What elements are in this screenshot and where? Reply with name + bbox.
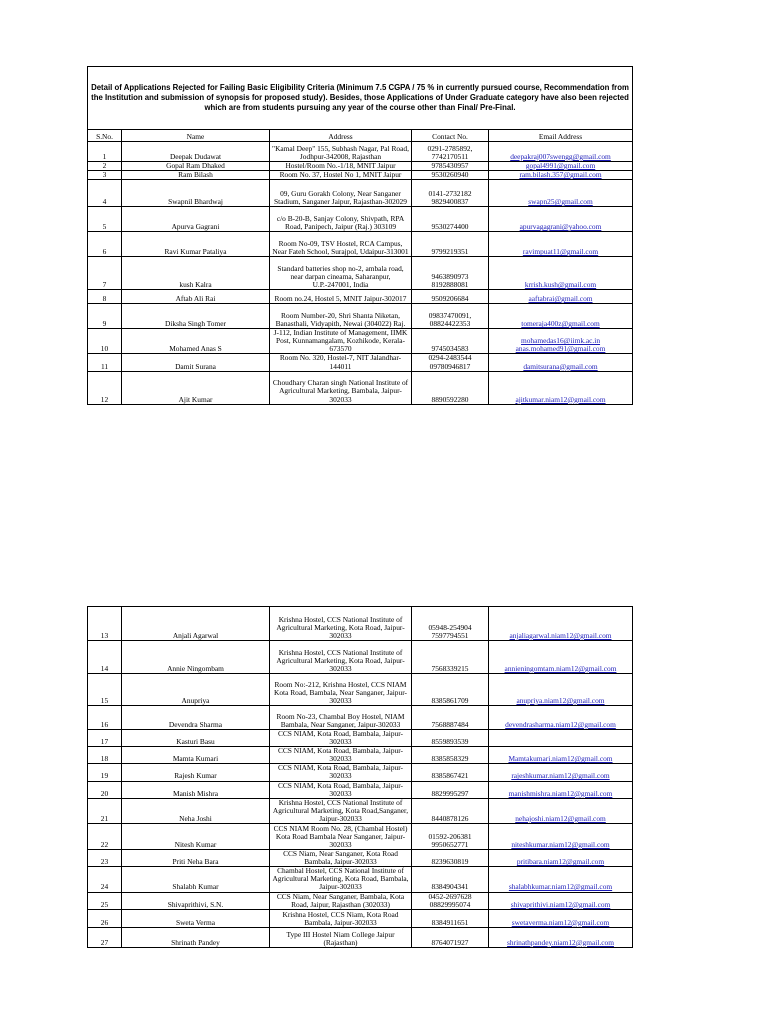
row-name: Ajit Kumar [122, 371, 270, 404]
row-contact: 9799219351 [412, 232, 489, 257]
row-email[interactable]: mohamedas16@iimk.ac.in anas.mohamed91@gmail.com [489, 329, 633, 354]
row-email[interactable]: apurvagagrani@yahoo.com [489, 207, 633, 232]
title-row [88, 67, 633, 130]
table-row [88, 329, 633, 354]
row-address: Type III Hostel Niam College Jaipur (Rajasthan) [270, 927, 412, 947]
row-address: c/o B-20-B, Sanjay Colony, Shivpath, RPA Road, Panipech, Jaipur (Raj.) 303109 [270, 207, 412, 232]
table-row [88, 207, 633, 232]
row-address: Room No-09, TSV Hostel, RCA Campus, Near Fateh School, Surajpol, Udaipur-313001 [270, 232, 412, 257]
table-row [88, 927, 633, 947]
table-row [88, 171, 633, 180]
row-name: Rajesh Kumar [122, 764, 270, 781]
row-name: Annie Ningombam [122, 641, 270, 674]
row-name: Ram Bilash [122, 171, 270, 180]
table-row [88, 798, 633, 823]
row-email[interactable]: krrish.kush@gmail.com [489, 257, 633, 290]
row-address: Room No-23, Chambal Boy Hostel, NIAM Bambala, Near Sanganer, Jaipur-302033 [270, 706, 412, 730]
table-row [88, 607, 633, 641]
row-sno: 12 [88, 371, 122, 404]
row-sno: 14 [88, 641, 122, 674]
row-sno: 16 [88, 706, 122, 730]
row-name: Damit Surana [122, 354, 270, 371]
row-contact: 9509206684 [412, 290, 489, 304]
row-address: Room no.24, Hostel 5, MNIT Jaipur-302017 [270, 290, 412, 304]
row-contact: 0291-2785892, 7742170511 [412, 142, 489, 162]
row-email[interactable]: Mamtakumari.niam12@gmail.com [489, 747, 633, 764]
row-sno: 7 [88, 257, 122, 290]
row-email[interactable]: anjaliagarwal.niam12@gmail.com [489, 607, 633, 641]
row-sno: 3 [88, 171, 122, 180]
row-sno: 13 [88, 607, 122, 641]
row-address: "Kamal Deep" 155, Subhash Nagar, Pal Road, Jodhpur-342008, Rajasthan [270, 142, 412, 162]
row-name: Neha Joshi [122, 798, 270, 823]
table-row [88, 706, 633, 730]
row-contact: 9745034583 [412, 329, 489, 354]
row-email[interactable]: annieningomtam.niam12@gmail.com [489, 641, 633, 674]
row-sno: 27 [88, 927, 122, 947]
table-row [88, 747, 633, 764]
header-email: Email Address [489, 130, 633, 142]
row-email[interactable]: aaftabrai@gmail.com [489, 290, 633, 304]
row-address: Choudhary Charan singh National Institute of Agricultural Marketing, Bambala, Jaipur-302033 [270, 371, 412, 404]
row-contact: 7568339215 [412, 641, 489, 674]
row-address: CCS NIAM Room No. 28, (Chambal Hostel) Kota Road Bambala Near Sanganer, Jaipur-302033 [270, 824, 412, 850]
table-row [88, 867, 633, 892]
row-sno: 20 [88, 781, 122, 798]
table-row [88, 232, 633, 257]
row-address: Krishna Hostel, CCS Niam, Kota Road Bambala, Jaipur-302033 [270, 909, 412, 927]
row-name: Shrinath Pandey [122, 927, 270, 947]
row-contact: 9785430957 [412, 162, 489, 171]
row-name: Aftab Ali Rai [122, 290, 270, 304]
row-name: Mohamed Anas S [122, 329, 270, 354]
table-row [88, 142, 633, 162]
table-row [88, 371, 633, 404]
row-sno: 24 [88, 867, 122, 892]
row-email[interactable]: ajitkumar.niam12@gmail.com [489, 371, 633, 404]
row-contact: 0294-2483544 09780946817 [412, 354, 489, 371]
row-name: Diksha Singh Tomer [122, 304, 270, 329]
header-name: Name [122, 130, 270, 142]
row-contact: 9530260940 [412, 171, 489, 180]
row-contact: 0452-2697628 08829995074 [412, 892, 489, 909]
table-row [88, 850, 633, 867]
row-email[interactable]: ravimpuat11@gmail.com [489, 232, 633, 257]
row-address: Chambal Hostel, CCS National Institute of Agricultural Marketing, Kota Road, Bambala, Jaipur-302033 [270, 867, 412, 892]
header-address: Address [270, 130, 412, 142]
row-sno: 19 [88, 764, 122, 781]
row-email[interactable]: swapn25@gmail.com [489, 180, 633, 207]
row-email[interactable]: shalabhkumar.niam12@gmail.com [489, 867, 633, 892]
table-row [88, 290, 633, 304]
row-email[interactable]: damitsurana@gmail.com [489, 354, 633, 371]
row-name: Swapnil Bhardwaj [122, 180, 270, 207]
row-address: CCS NIAM, Kota Road, Bambala, Jaipur-302033 [270, 747, 412, 764]
row-sno: 5 [88, 207, 122, 232]
row-address: 09, Guru Gorakh Colony, Near Sanganer Stadium, Sanganer Jaipur, Rajasthan-302029 [270, 180, 412, 207]
header-contact: Contact No. [412, 130, 489, 142]
row-sno: 1 [88, 142, 122, 162]
row-sno: 26 [88, 909, 122, 927]
row-contact: 8385867421 [412, 764, 489, 781]
row-contact: 8385858329 [412, 747, 489, 764]
row-address: J-112, Indian Institute of Management, IIMK Post, Kunnamangalam, Kozhikode, Kerala-673570 [270, 329, 412, 354]
row-email[interactable]: pritibara.niam12@gmail.com [489, 850, 633, 867]
table-row [88, 257, 633, 290]
row-name: Anjali Agarwal [122, 607, 270, 641]
row-address: CCS Niam, Near Sanganer, Bambala, Kota Road, Jaipur, Rajasthan (302033) [270, 892, 412, 909]
row-address: CCS NIAM, Kota Road, Bambala, Jaipur-302033 [270, 730, 412, 747]
row-sno: 22 [88, 824, 122, 850]
rejected-applications-table-part2 [87, 606, 633, 948]
row-address: Krishna Hostel, CCS National Institute of Agricultural Marketing, Kota Road, Jaipur-302033 [270, 641, 412, 674]
row-address: Hostel/Room No.-1/18, MNIT Jaipur [270, 162, 412, 171]
row-sno: 9 [88, 304, 122, 329]
row-sno: 11 [88, 354, 122, 371]
row-email[interactable]: ram.bilash.357@gmail.com [489, 171, 633, 180]
row-contact: 8764071927 [412, 927, 489, 947]
row-sno: 10 [88, 329, 122, 354]
table-row [88, 180, 633, 207]
row-address: Room No. 320, Hostel-7, NIT Jalandhar-144011 [270, 354, 412, 371]
table-row [88, 304, 633, 329]
row-sno: 17 [88, 730, 122, 747]
row-sno: 8 [88, 290, 122, 304]
row-address: Standard batteries shop no-2, ambala road, near darpan cineama, Saharanpur, U.P.-247001, India [270, 257, 412, 290]
row-name: Manish Mishra [122, 781, 270, 798]
document-title: Detail of Applications Rejected for Failing Basic Eligibility Criteria (Minimum 7.5 CGPA / 75 % in currently pursued course, Recommendation from the Institution and submission of synopsis for proposed study). Besides, those Applications of Under Graduate category have also been rejected which are from students pursuing any year of the course other than Final/ Pre-Final. [88, 67, 633, 130]
row-contact: 0141-2732182 9829400837 [412, 180, 489, 207]
row-email[interactable]: swetaverma.niam12@gmail.com [489, 909, 633, 927]
row-contact: 05948-254904 7597794551 [412, 607, 489, 641]
row-name: Kasturi Basu [122, 730, 270, 747]
row-email[interactable]: manishmishra.niam12@gmail.com [489, 781, 633, 798]
row-contact: 8384911651 [412, 909, 489, 927]
table-row [88, 824, 633, 850]
row-address: Krishna Hostel, CCS National Institute of Agricultural Marketing, Kota Road,Sanganer, Jaipur-302033 [270, 798, 412, 823]
row-name: Nitesh Kumar [122, 824, 270, 850]
row-contact: 8890592280 [412, 371, 489, 404]
row-sno: 21 [88, 798, 122, 823]
row-contact: 8239630819 [412, 850, 489, 867]
row-email[interactable]: shrinathpandey.niam12@gmail.com [489, 927, 633, 947]
row-email[interactable]: tomeraja400z@gmail.com [489, 304, 633, 329]
table-row [88, 764, 633, 781]
row-address: CCS NIAM, Kota Road, Bambala, Jaipur-302033 [270, 781, 412, 798]
row-contact: 9530274400 [412, 207, 489, 232]
row-email[interactable]: deepakraj007swengg@gmail.com [489, 142, 633, 162]
row-name: Deepak Dudawat [122, 142, 270, 162]
row-email[interactable]: shivaprithivi.niam12@gmail.com [489, 892, 633, 909]
table-row [88, 162, 633, 171]
row-sno: 25 [88, 892, 122, 909]
table-row [88, 641, 633, 674]
row-sno: 23 [88, 850, 122, 867]
row-email[interactable]: gopal4991@gmail.com [489, 162, 633, 171]
row-name: Ravi Kumar Pataliya [122, 232, 270, 257]
row-contact: 01592-206381 9950652771 [412, 824, 489, 850]
row-name: Anupriya [122, 674, 270, 706]
row-contact: 7568887484 [412, 706, 489, 730]
row-contact: 9463890973 8192888081 [412, 257, 489, 290]
table-row [88, 730, 633, 747]
row-address: Room Number-20, Shri Shanta Niketan, Banasthali, Vidyapith, Newai (304022) Raj. [270, 304, 412, 329]
table-row [88, 892, 633, 909]
row-email[interactable]: nehajoshi.niam12@gmail.com [489, 798, 633, 823]
row-address: Room No:-212, Krishna Hostel, CCS NIAM Kota Road, Bambala, Near Sanganer, Jaipur-302033 [270, 674, 412, 706]
table-row [88, 909, 633, 927]
row-name: Gopal Ram Dhaked [122, 162, 270, 171]
row-contact: 8384904341 [412, 867, 489, 892]
row-sno: 6 [88, 232, 122, 257]
row-name: Mamta Kumari [122, 747, 270, 764]
row-address: CCS Niam, Near Sanganer, Kota Road Bambala, Jaipur-302033 [270, 850, 412, 867]
row-name: Devendra Sharma [122, 706, 270, 730]
row-contact: 8440878126 [412, 798, 489, 823]
row-name: Shivaprithivi, S.N. [122, 892, 270, 909]
row-contact: 8385861709 [412, 674, 489, 706]
row-email[interactable]: anupriya.niam12@gmail.com [489, 674, 633, 706]
row-email[interactable]: niteshkumar.niam12@gmail.com [489, 824, 633, 850]
row-name: Sweta Verma [122, 909, 270, 927]
row-sno: 4 [88, 180, 122, 207]
table-row [88, 354, 633, 371]
row-address: Krishna Hostel, CCS National Institute of Agricultural Marketing, Kota Road, Jaipur-302033 [270, 607, 412, 641]
row-sno: 18 [88, 747, 122, 764]
row-sno: 2 [88, 162, 122, 171]
row-contact: 8829995297 [412, 781, 489, 798]
row-email[interactable]: rajeshkumar.niam12@gmail.com [489, 764, 633, 781]
table-row [88, 781, 633, 798]
row-name: Shalabh Kumar [122, 867, 270, 892]
row-sno: 15 [88, 674, 122, 706]
row-email [489, 730, 633, 747]
row-email[interactable]: devendrasharma.niam12@gmail.com [489, 706, 633, 730]
row-name: kush Kalra [122, 257, 270, 290]
row-name: Priti Neha Bara [122, 850, 270, 867]
table-row [88, 674, 633, 706]
row-contact: 09837470091, 08824422353 [412, 304, 489, 329]
rejected-applications-table-part1 [87, 66, 633, 405]
header-sno: S.No. [88, 130, 122, 142]
header-row [88, 130, 633, 142]
row-name: Apurva Gagrani [122, 207, 270, 232]
row-address: CCS NIAM, Kota Road, Bambala, Jaipur-302033 [270, 764, 412, 781]
row-contact: 8559893539 [412, 730, 489, 747]
row-address: Room No. 37, Hostel No 1, MNIT Jaipur [270, 171, 412, 180]
